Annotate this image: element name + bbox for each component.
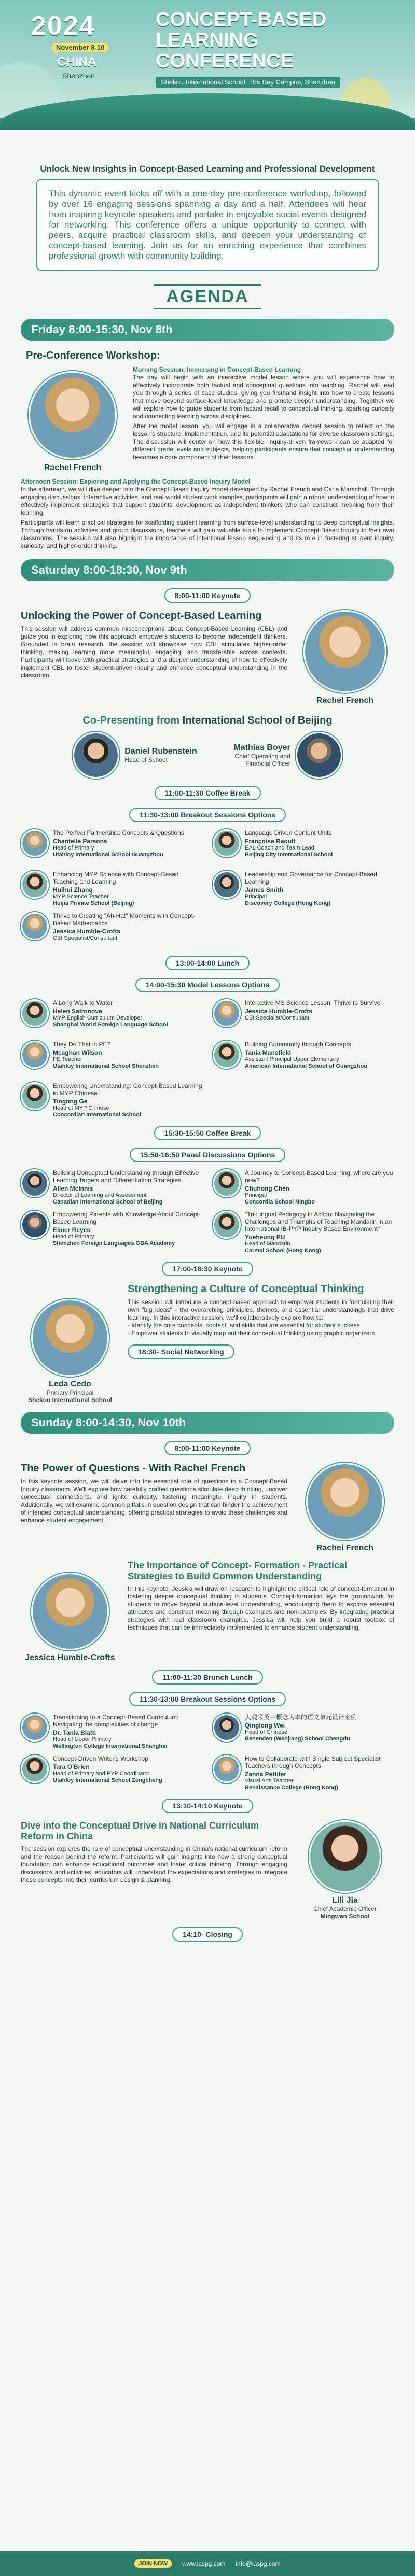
preconf-heading: Pre-Conference Workshop: xyxy=(26,350,160,361)
speaker-photo xyxy=(309,1820,381,1893)
intro-heading: Unlock New Insights in Concept-Based Learning and Professional Development xyxy=(40,164,375,174)
afternoon-session-text: In the afternoon, we will dive deeper into the Concept-Based Inquiry model developed by Rachel French and Carla Marschall. Through engaging discussions, interactive activities, and real-world student work samples, participants will gain a robust understanding of how to effectively implement strategies that support students' development as independent thinkers who can construct meaning from their learning. xyxy=(21,486,394,516)
keynote-text: In this keynote session, we will delve into the essential role of questions in a Concept-Based Inquiry classroom. We'll explore how carefully crafted questions stimulate deep thinking, uncover conceptual connections, and ignite curiosity, fostering meaningful inquiry in students. Additionally, we will examine common pitfalls in question design that can hinder the achievement of intended conceptual understanding, offering practical strategies to avoid these challenges and enhance student engagement. xyxy=(21,1478,287,1524)
keynote-title: The Power of Questions - With Rachel French xyxy=(21,1463,246,1474)
speaker-photo xyxy=(213,1169,241,1197)
brunch: 11:00-11:30 Brunch Lunch xyxy=(152,1670,263,1685)
speaker-photo xyxy=(306,1463,384,1540)
coffee-break: 15:30-15:50 Coffee Break xyxy=(154,1126,261,1140)
speaker-photo xyxy=(303,610,386,693)
speaker-photo xyxy=(21,871,49,899)
speaker-photo xyxy=(21,912,49,940)
speaker-name: Leda Cedo xyxy=(49,1380,91,1389)
session-item: Concept-Driven Writer's Workshop Tara O'Brien Head of Primary and PYP Coordinator Utahloy International School Zengcheng xyxy=(21,1755,202,1791)
speaker-photo xyxy=(21,1714,49,1742)
session-item: Interactive MS Science Lesson: Thrive to Survive Jessica Humble-Crofts CBI Specialist/Consultant xyxy=(213,999,394,1036)
session-item: Language Driven Content Units Françoise Raoult EAL Coach and Team Lead Beijing City International School xyxy=(213,829,394,866)
keynote-title: Strengthening a Culture of Conceptual Thinking xyxy=(128,1283,364,1295)
keynote-time: 17:00-18:30 Keynote xyxy=(162,1262,253,1276)
session-item: Thrive to Creating "Ah-Ha!" Moments with Concept-Based Mathematics Jessica Humble-Crofts CBI Specialist/Consultant xyxy=(21,912,202,949)
session-item: Enhancing MYP Science with Concept-Based Teaching and Learning Huihui Zhang MYP Science Teacher Huijia Private School (Beijing) xyxy=(21,871,202,907)
agenda-title: AGENDA xyxy=(0,284,415,309)
keynote-text: This session will address common misconceptions about Concept-Based Learning (CBL) and guide you in exploring how this approach empowers students to become independent thinkers. Grounded in brain research, the session will showcase how CBL stimulates higher-order thinking, making learning more meaningful, engaging, and transferable across contexts. Participants will leave with practical strategies and a deeper understanding of how to effectively implement CBL to foster student-driven inquiry and enhance conceptual understanding in the classroom. xyxy=(21,625,287,679)
keynote-text: The session explores the role of conceptual understanding in China's national curriculum reform and the reason behind the reform. Participants will gain insights into how a strong conceptual foundation can enhance educational outcomes and foster critical thinking. Through engaging discussions and activities, educators will understand the expectations and strategies to integrate these concepts into their curriculum design & planning. xyxy=(21,1845,287,1884)
session-item: A Long Walk to Water Helen Safronova MYP English Curriculum Developer Shanghai World Foreign Language School xyxy=(21,999,202,1036)
keynote-title: Dive into the Conceptual Drive in National Curriculum Reform in China xyxy=(21,1820,259,1842)
speaker-photo xyxy=(31,1299,109,1377)
session-item: The Perfect Partnership: Concepts & Questions Chantelle Parsons Head of Primary Utahloy International School Guangzhou xyxy=(21,829,202,866)
keynote-time: 8:00-11:00 Keynote xyxy=(164,1441,251,1455)
speaker-role: Primary Principal xyxy=(46,1389,94,1396)
speaker-photo xyxy=(213,1714,241,1742)
speaker-photo xyxy=(21,1211,49,1239)
event-dates: November 8-10 xyxy=(52,43,108,52)
speaker-org: Shekou International School xyxy=(27,1396,113,1404)
session-item: Empowering Parents with Knowledge About Concept-Based Learning Elmer Reyes Head of Primary Shenzhen Foreign Languages GBA Academy xyxy=(21,1211,202,1254)
breakout-sessions xyxy=(21,829,394,949)
footer xyxy=(0,2551,415,2576)
session-item: Building Community through Concepts Tania Mansfield Assistant Principal Upper Elementary American International School of Guangzhou xyxy=(213,1041,394,1077)
social-networking: 18:30- Social Networking xyxy=(128,1344,234,1359)
breakout-sessions xyxy=(21,1714,394,1791)
website-link[interactable]: www.iaspg.com xyxy=(182,2560,226,2567)
keynote-title: Unlocking the Power of Concept-Based Learning xyxy=(21,610,262,621)
speaker-photo xyxy=(73,732,119,779)
speaker-name: Rachel French xyxy=(44,463,102,472)
keynote-time: 8:00-11:00 Keynote xyxy=(164,588,251,603)
speaker-photo xyxy=(213,1755,241,1783)
speaker-photo xyxy=(29,371,117,459)
session-item: Building Conceptual Understanding through Effective Learning Targets and Differentiation Strategies Allen McInnis Director of Learning and Assessment Canadian International School of Beijing xyxy=(21,1169,202,1206)
friday-bar: Friday 8:00-15:30, Nov 8th xyxy=(21,319,394,341)
session-item: A Journey to Concept-Based Learning: where are you now? Chuhong Chen Principal Concordia School Ningbo xyxy=(213,1169,394,1206)
copresenting-heading: Co-Presenting from International School of Beijing xyxy=(82,715,333,726)
speaker-photo xyxy=(31,1573,109,1650)
conference-title: CONCEPT-BASED LEARNING CONFERENCE xyxy=(156,9,327,72)
speaker-photo xyxy=(213,829,241,857)
session-item: Empowering Understanding: Concept-Based Learning in MYP Chinese Tingting Ge Head of MYP Chinese Concordian International School xyxy=(21,1082,202,1119)
coffee-break: 11:00-11:30 Coffee Break xyxy=(155,786,261,800)
session-item: "Tri-Lingual Pedagogy in Action: Navigating the Challenges and Triumphs of Teaching Mandarin in an International IB-PYP Inquiry Based Environment" Yueheung PU Head of Mandarin Carmel School (Hong Kong) xyxy=(213,1211,394,1254)
speaker-photo xyxy=(21,1041,49,1069)
breakout-heading: 11:30-13:00 Breakout Sessions Options xyxy=(129,1692,286,1706)
event-city: Shenzhen xyxy=(62,72,95,80)
morning-session-text-2: After the model lesson, you will engage in a collaborative debrief session to reflect on the lesson's structure, implementation, and its potential adaptations for diverse classroom settings. The discussion will center on how this flexible, inquiry-driven framework can be adapted for different grade levels and subjects, helping participants ensure that conceptual understanding becomes a core component of their lessons. xyxy=(133,422,394,461)
model-lessons xyxy=(21,999,394,1119)
breakout-heading: 11:30-13:00 Breakout Sessions Options xyxy=(129,808,286,822)
session-title: The Importance of Concept- Formation - Practical Strategies to Build Common Understanding xyxy=(128,1560,348,1581)
speaker-photo xyxy=(213,1041,241,1069)
speaker-photo xyxy=(21,1082,49,1110)
morning-session-text: The day will begin with an interactive model lesson where you will experience how to effectively incorporate both factual and conceptual questions into teaching. Rachel will lead you through a series of case studies, giving you firsthand insight into how to create lessons that move beyond surface-level knowledge and promote deeper understanding. Together we will explore how to guide students from factual recall to conceptual thinking, sparking curiosity and connecting learning across disciplines. xyxy=(133,374,394,420)
morning-session-title: Morning Session: Immersing in Concept-Based Learning xyxy=(133,366,301,373)
sunday-bar: Sunday 8:00-14:30, Nov 10th xyxy=(21,1412,394,1434)
speaker-name: Rachel French xyxy=(316,696,374,705)
lunch: 13:00-14:00 Lunch xyxy=(165,956,250,970)
keynote-point: - Empower students to visually map out their conceptual thinking using graphic organizers xyxy=(128,1329,375,1337)
afternoon-session-title: Afternoon Session: Exploring and Applying the Concept-Based Inquiry Model xyxy=(21,478,251,485)
session-item: They Do That in PE? Meaghan Wilson PE Teacher Utahloy International School Shenzhen xyxy=(21,1041,202,1077)
panel-sessions xyxy=(21,1169,394,1254)
speaker-name: Lili Jia xyxy=(332,1896,358,1905)
speaker-name: Mathias Boyer xyxy=(233,743,290,752)
model-lessons-heading: 14:00-15:30 Model Lessons Options xyxy=(135,978,280,992)
speaker-role: Head of School xyxy=(125,756,168,763)
speaker-role: Chief Academic Officer xyxy=(313,1905,377,1913)
session-item: Transitioning to a Concept-Based Curriculum: Navigating the complexities of change Dr. Tania Blatti Head of Upper Primary Wellington College International Shanghai xyxy=(21,1714,202,1750)
speaker-name: Jessica Humble-Crofts xyxy=(25,1653,115,1662)
event-year: 2024 xyxy=(31,11,95,41)
speaker-photo xyxy=(21,999,49,1027)
speaker-photo xyxy=(21,1169,49,1197)
speaker-photo xyxy=(213,1211,241,1239)
speaker-name: Rachel French xyxy=(316,1544,374,1552)
email-link[interactable]: info@iaspg.com xyxy=(236,2560,281,2567)
afternoon-session-text-2: Participants will learn practical strategies for scaffolding student learning from surface-level understanding to deep conceptual insights. Through hands-on activities and group discussions, teachers will gain valuable tools to implement Concept-Based Inquiry in their own classrooms. The session will also highlight the importance of intentional lesson sequencing and its role in fostering student inquiry, curiosity, and higher-order thinking. xyxy=(21,519,394,549)
session-item: 大观采英—概念为本的语文单元设计案例 Qinglong Wei Head of Chinese Benenden (Wenjiang) School Chengdu xyxy=(213,1714,394,1750)
session-text: In this keynote, Jessica will draw on research to highlight the critical role of concept-formation in fostering deeper conceptual thinking in students. Concept-formation lays the groundwork for students to move beyond surface-level understanding, encouraging them to explore essential attributes and construct meaning through examples and non-examples. By integrating practical strategies with real classroom examples, Jessica will help you build a robust toolbox of techniques that can be immediately implemented to enhance student understanding. xyxy=(128,1585,394,1631)
event-country: CHINA xyxy=(57,55,96,69)
keynote-text: This session will introduce a concept-based approach to empower students in formulating their own "big ideas" - the overarching principles, themes, and essential understandings that drive learning. In this interactive session, we'll collaboratively explore how to: xyxy=(128,1298,394,1321)
intro-text: This dynamic event kicks off with a one-day pre-conference workshop, followed by over 16 engaging sessions spanning a day and a half. Attendees will hear from inspiring keynote speakers and partake in enjoyable social events designed for networking. This conference offers a unique opportunity to connect with peers, acquire practical classroom skills, and deepen your understanding of concept-based learning. Join us for an enriching experience that combines professional growth with community building. xyxy=(36,179,379,271)
panel-heading: 15:50-16:50 Panel Discussions Options xyxy=(130,1148,286,1162)
speaker-name: Daniel Rubenstein xyxy=(125,747,197,756)
event-venue: Shekou International School, The Bay Campus, Shenzhen xyxy=(156,77,340,88)
speaker-photo xyxy=(21,1755,49,1783)
speaker-photo xyxy=(296,732,342,779)
header-banner xyxy=(0,0,415,130)
speaker-photo xyxy=(213,999,241,1027)
saturday-bar: Saturday 8:00-18:30, Nov 9th xyxy=(21,559,394,581)
speaker-photo xyxy=(21,829,49,857)
join-now-button[interactable]: JOIN NOW xyxy=(134,2559,172,2568)
speaker-photo xyxy=(213,871,241,899)
closing: 14:10- Closing xyxy=(172,1927,243,1942)
keynote-time: 13:10-14:10 Keynote xyxy=(162,1799,253,1813)
speaker-org: Mingwan School xyxy=(320,1913,370,1920)
keynote-point: - Identify the core concepts, content, and skills that are essential for student success. xyxy=(128,1322,362,1329)
session-item: How to Collaborate with Single Subject Specialist Teachers through Concepts Zanna Pettifer Visual Arts Teacher Renaissance College (Hong Kong) xyxy=(213,1755,394,1791)
session-item: Leadership and Governance for Concept-Based Learning James Smith Principal Discovery College (Hong Kong) xyxy=(213,871,394,907)
speaker-role: Chief Operating and Financial Officer xyxy=(234,753,290,767)
